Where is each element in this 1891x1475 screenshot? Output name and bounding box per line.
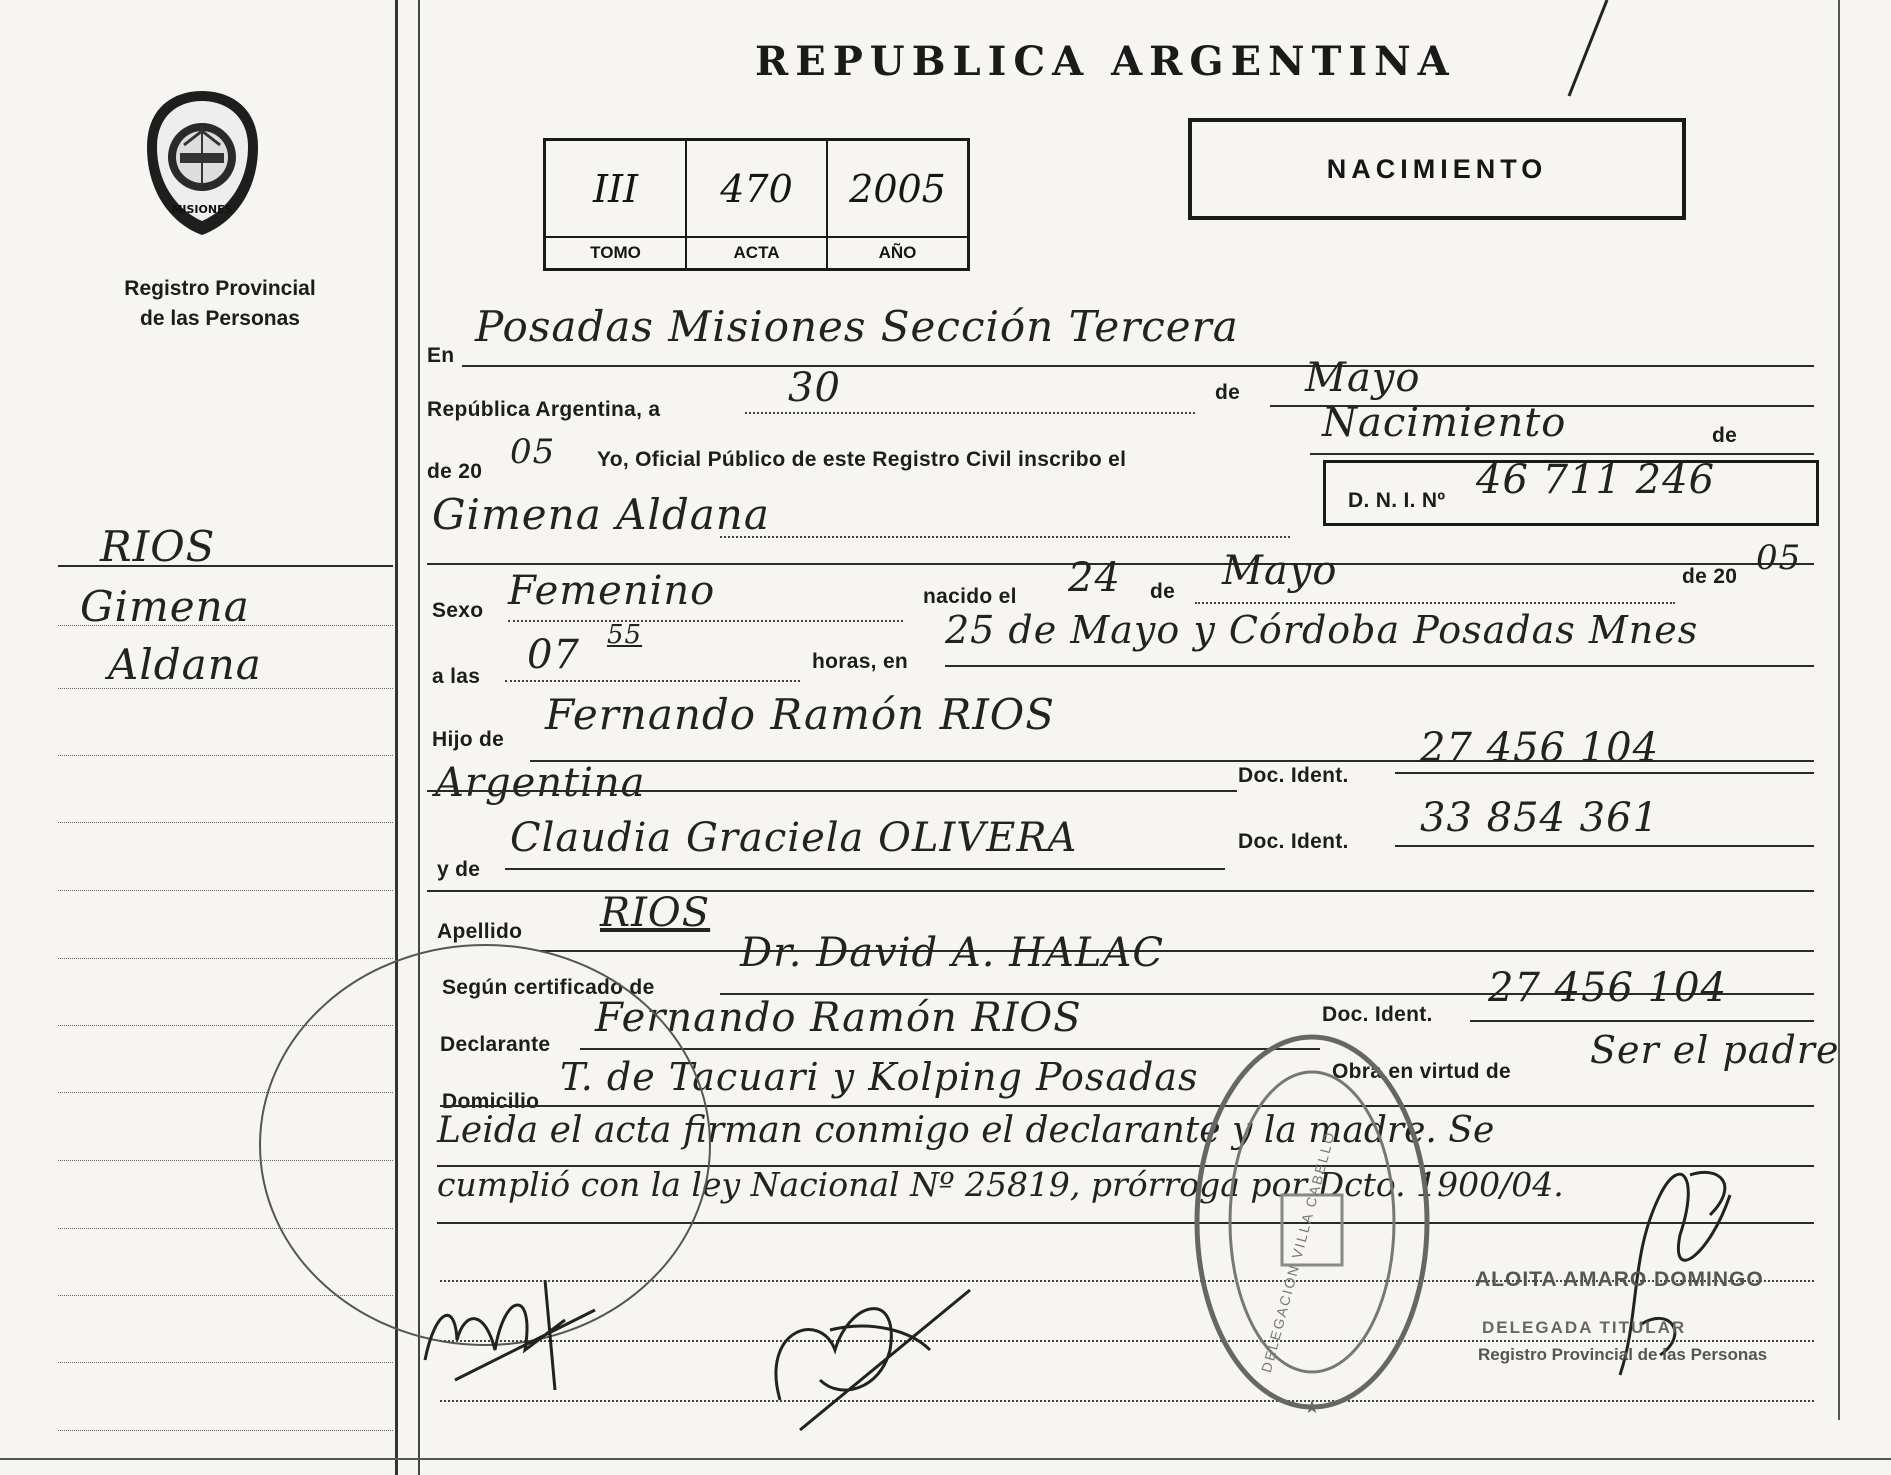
registry-line-2: de las Personas — [140, 307, 300, 330]
yde-label: y de — [437, 858, 481, 881]
row-rule — [1395, 772, 1814, 774]
declarante-doc: 27 456 104 — [1488, 965, 1728, 1011]
father-nationality: Argentina — [435, 760, 646, 806]
row-dots — [508, 620, 903, 622]
de2005-label: de 20 — [1682, 565, 1738, 588]
official-name: ALOITA AMARO DOMINGO — [1475, 1268, 1764, 1291]
tomo-cell — [546, 141, 687, 268]
bottom-rule — [0, 1458, 1891, 1460]
oficial-text: Yo, Oficial Público de este Registro Civil inscribo el — [597, 448, 1127, 471]
obra-value: Ser el padre — [1590, 1028, 1840, 1072]
acta-cell — [687, 141, 828, 268]
row-rule — [1395, 845, 1814, 847]
registry-seal-emblem — [140, 85, 265, 240]
acta-label: ACTA — [687, 236, 826, 268]
de-label: de — [1215, 381, 1241, 404]
domicilio-value: T. de Tacuari y Kolping Posadas — [560, 1055, 1199, 1099]
margin-line — [58, 625, 393, 626]
apellido-value: RIOS — [600, 890, 711, 936]
margin-surname: RIOS — [100, 522, 216, 571]
nacido-label: nacido el — [923, 585, 1017, 608]
de-label-3: de — [1150, 580, 1176, 603]
margin-line — [58, 890, 393, 891]
doctor-value: Dr. David A. HALAC — [740, 930, 1164, 976]
en-label: En — [427, 344, 455, 367]
margin-line — [58, 755, 393, 756]
tomo-value: III — [592, 166, 639, 211]
year-suffix: 05 — [510, 432, 556, 472]
margin-name-2: Aldana — [108, 640, 262, 689]
child-name: Gimena Aldana — [432, 490, 770, 539]
sexo-label: Sexo — [432, 599, 484, 622]
obra-label: Obra en virtud de — [1332, 1060, 1511, 1083]
registry-name — [90, 274, 350, 334]
row-rule — [1310, 453, 1814, 455]
row-rule — [427, 890, 1814, 892]
registry-line-1: Registro Provincial — [124, 277, 316, 300]
doc-ident-label-3: Doc. Ident. — [1322, 1003, 1433, 1026]
horas-label: horas, en — [812, 650, 909, 673]
declarante-value: Fernando Ramón RIOS — [595, 995, 1082, 1041]
declarante-label: Declarante — [440, 1033, 551, 1056]
row-rule — [1470, 1020, 1814, 1022]
dni-value: 46 711 246 — [1476, 457, 1716, 503]
act-type-label: NACIMIENTO — [1326, 153, 1548, 184]
signature-left — [395, 1250, 645, 1410]
birth-day: 24 — [1068, 555, 1121, 601]
right-page-border — [1838, 0, 1840, 1420]
anio-value: 2005 — [849, 166, 946, 211]
margin-line — [58, 1430, 393, 1431]
row-dots — [745, 412, 1195, 414]
seal-label: MISIONES — [171, 203, 233, 216]
record-box — [543, 138, 970, 271]
acta-value: 470 — [720, 166, 793, 211]
row-rule — [540, 950, 1814, 952]
doc-ident-label-1: Doc. Ident. — [1238, 764, 1349, 787]
birth-month: Mayo — [1222, 548, 1338, 594]
official-office: Registro Provincial de las Personas — [1478, 1345, 1768, 1364]
row-rule — [427, 790, 1237, 792]
mother-doc: 33 854 361 — [1420, 795, 1660, 841]
row-rule — [462, 365, 1814, 367]
birth-min: 55 — [607, 620, 643, 650]
svg-text:★: ★ — [1303, 1397, 1321, 1418]
dni-box — [1323, 457, 1819, 526]
row-dots — [440, 1400, 1814, 1402]
pen-stroke — [1555, 0, 1615, 100]
de-label-2: de — [1712, 424, 1738, 447]
birth-place: 25 de Mayo y Córdoba Posadas Mnes — [945, 608, 1699, 652]
month-value: Mayo — [1305, 355, 1421, 401]
day-value: 30 — [788, 365, 841, 411]
margin-line — [58, 822, 393, 823]
margin-name-1: Gimena — [80, 582, 250, 631]
row-rule — [945, 665, 1814, 667]
place-value: Posadas Misiones Sección Tercera — [475, 302, 1239, 351]
event-value: Nacimiento — [1322, 400, 1567, 446]
country-heading: REPUBLICA ARGENTINA — [755, 38, 1456, 85]
apellido-label: Apellido — [437, 920, 523, 943]
dni-label: D. N. I. Nº — [1348, 489, 1446, 512]
margin-line — [58, 688, 393, 689]
stamp-text: DELEGACION VILLA CABELLO — [1258, 1128, 1339, 1375]
birth-year-suffix: 05 — [1756, 538, 1802, 578]
row-dots — [505, 680, 800, 682]
act-type-box — [1188, 118, 1686, 220]
de20-label: de 20 — [427, 460, 483, 483]
row-dots — [1195, 602, 1675, 604]
note-line-1: Leida el acta firman conmigo el declarante y la madre. Se — [437, 1110, 1495, 1151]
birth-hour: 07 — [527, 632, 580, 678]
official-title: DELEGADA TITULAR — [1482, 1318, 1687, 1337]
anio-label: AÑO — [828, 236, 967, 268]
margin-line — [58, 1362, 393, 1363]
sexo-value: Femenino — [508, 568, 716, 614]
doc-ident-label-2: Doc. Ident. — [1238, 830, 1349, 853]
anio-cell — [828, 141, 967, 268]
father-name: Fernando Ramón RIOS — [545, 690, 1055, 739]
domicilio-label: Domicilio — [442, 1090, 540, 1113]
row-rule — [505, 868, 1225, 870]
alas-label: a las — [432, 665, 481, 688]
mother-name: Claudia Graciela OLIVERA — [510, 815, 1078, 861]
republica-label: República Argentina, a — [427, 398, 661, 421]
row-dots — [720, 536, 1290, 538]
father-doc: 27 456 104 — [1420, 725, 1660, 771]
hijo-label: Hijo de — [432, 728, 505, 751]
tomo-label: TOMO — [546, 236, 685, 268]
segun-label: Según certificado de — [442, 976, 655, 999]
signature-middle — [740, 1270, 990, 1440]
note-line-2: cumplió con la ley Nacional Nº 25819, prórroga por Dcto. 1900/04. — [437, 1165, 1564, 1204]
